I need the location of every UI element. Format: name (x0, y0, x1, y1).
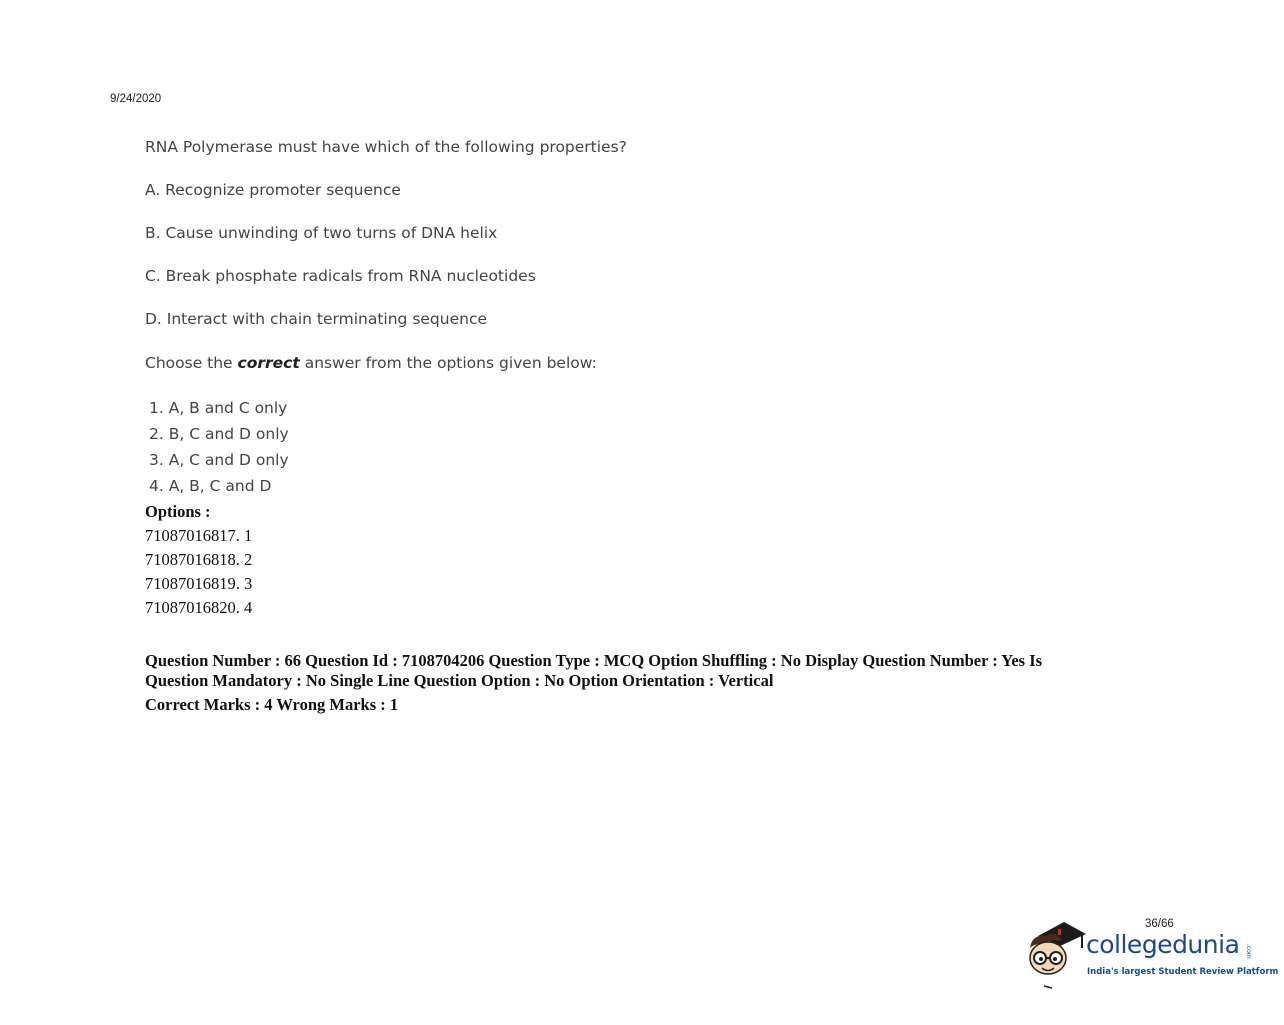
option-item: 71087016818. 2 (145, 550, 253, 569)
meta-line-2: Question Mandatory : No Single Line Question Option : No Option Orientation : Vertical (145, 671, 774, 690)
collegedunia-logo (1024, 918, 1279, 990)
instruction-prefix: Choose the (145, 354, 238, 372)
statement-d: D. Interact with chain terminating sequence (145, 310, 488, 328)
logo-tagline: India's largest Student Review Platform (1087, 967, 1279, 977)
graduate-mascot-icon (1024, 918, 1088, 990)
instruction (145, 354, 597, 372)
option-item: 71087016820. 4 (145, 598, 253, 617)
answer-2: 2. B, C and D only (149, 425, 289, 443)
print-date: 9/24/2020 (110, 93, 162, 105)
statement-a: A. Recognize promoter sequence (145, 181, 401, 199)
answer-4: 4. A, B, C and D (149, 477, 272, 495)
answer-list (149, 398, 289, 502)
statement-b: B. Cause unwinding of two turns of DNA helix (145, 224, 498, 242)
instruction-emphasis: correct (237, 354, 300, 372)
options-label: Options : (145, 502, 211, 521)
options-block (145, 502, 252, 622)
option-item: 71087016817. 1 (145, 526, 253, 545)
page-number: 36/66 (1145, 918, 1174, 930)
answer-1: 1. A, B and C only (149, 399, 288, 417)
marks-line: Correct Marks : 4 Wrong Marks : 1 (145, 695, 399, 714)
meta-line-1: Question Number : 66 Question Id : 7108704206 Question Type : MCQ Option Shuffling : No Display Question Number : Yes Is (145, 651, 1043, 670)
logo-wordmark: collegedunia (1086, 930, 1240, 959)
statement-c: C. Break phosphate radicals from RNA nucleotides (145, 267, 536, 285)
logo-suffix: .com (1245, 944, 1252, 959)
question-meta (145, 651, 1105, 715)
answer-3: 3. A, C and D only (149, 451, 289, 469)
question-text: RNA Polymerase must have which of the following properties? (145, 138, 627, 156)
instruction-suffix: answer from the options given below: (299, 354, 597, 372)
option-item: 71087016819. 3 (145, 574, 253, 593)
